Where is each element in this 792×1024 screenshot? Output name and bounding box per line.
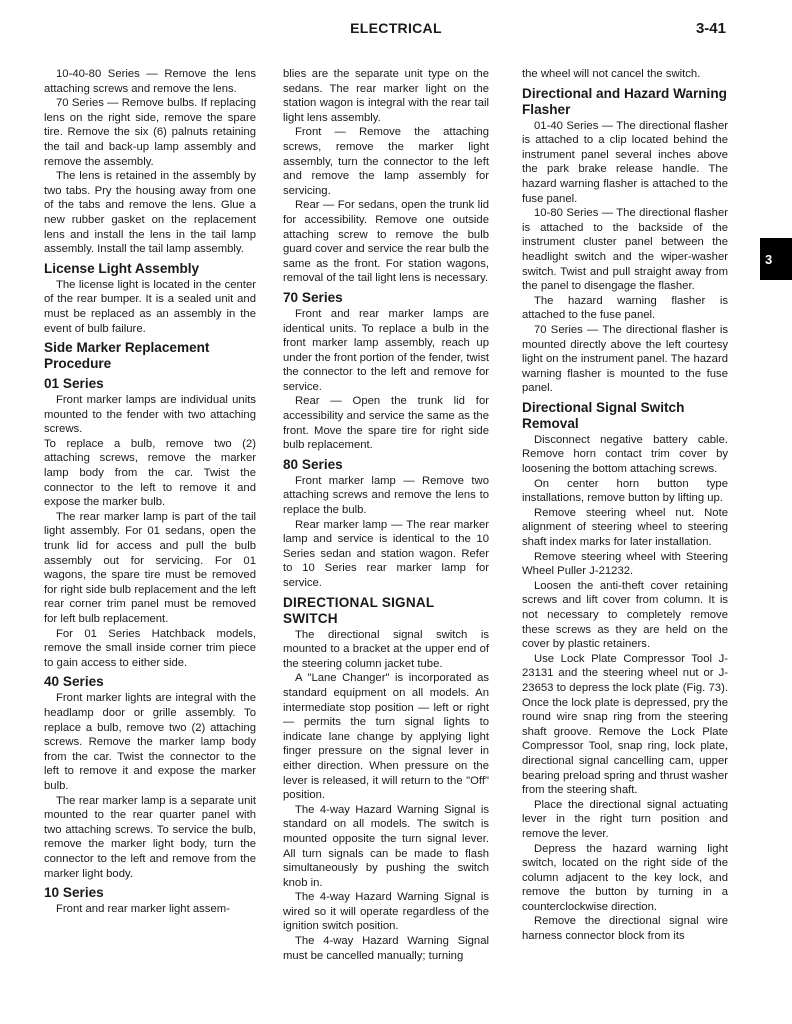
body-paragraph: The rear marker lamp is a separate unit mounted to the rear quarter panel with two attaching screws. To service the bulb, remove the marker light body, turn the connector to the left and remove from the marker light body. xyxy=(44,794,256,880)
body-paragraph: 10-40-80 Series — Remove the lens attaching screws and remove the lens. xyxy=(44,68,256,95)
body-paragraph: Rear marker lamp — The rear marker lamp and service is identical to the 10 Series sedan and station wagon. Refer to 10 Series rear marker lamp for service. xyxy=(283,518,489,589)
section-heading: Directional and Hazard Warning Flasher xyxy=(522,85,727,117)
body-paragraph: The rear marker lamp is part of the tail light assembly. For 01 sedans, open the trunk lid for access and pull the bulb assembly out for servicing. For 01 wagons, the spare tire must be removed for right side bulb replacement and the left rear corner trim panel must be removed for left bulb replacement. xyxy=(44,510,256,625)
body-paragraph: Use Lock Plate Compressor Tool J-23131 and the steering wheel nut or J-23653 to depress the lock plate (Fig. 73). Once the lock plate is depressed, pry the round wire snap ring from the steering shaft groove. Remove the Lock Plate Compressor Tool, snap ring, lock plate, directional signal cancelling cam, upper bearing preload spring and thrust washer from the steering shaft. xyxy=(522,652,728,797)
body-paragraph: Front marker lamps are individual units mounted to the fender with two attaching screws. xyxy=(44,394,256,436)
body-paragraph: Depress the hazard warning light switch, located on the right side of the column adjacent to the key lock, and remove the button by turning in a counterclockwise direction. xyxy=(522,842,728,913)
body-paragraph: To replace a bulb, remove two (2) attaching screws, remove the marker lamp body from the car. Twist the connector to the left to remove it and expose the marker bulb. xyxy=(44,437,256,509)
body-paragraph: The license light is located in the center of the rear bumper. It is a sealed unit and must be replaced as an assembly in the event of bulb failure. xyxy=(44,278,256,335)
body-paragraph: On center horn button type installations, remove button by lifting up. xyxy=(522,477,728,505)
body-paragraph: 70 Series — The directional flasher is mounted directly above the left courtesy light on the instrument panel. The hazard warning flasher is mounted to the fuse panel. xyxy=(522,323,728,395)
section-heading: 70 Series xyxy=(283,289,343,305)
section-heading: Side Marker Replacement Procedure xyxy=(44,340,210,372)
body-paragraph: Remove the directional signal wire harness connector block from its xyxy=(522,915,728,943)
body-paragraph: Rear — Open the trunk lid for accessibility and service the same as the front. Move the spare tire for right side bulb replacement. xyxy=(283,395,489,452)
body-paragraph: blies are the separate unit type on the sedans. The rear marker light on the station wagon is integral with the rear tail light lens assembly. xyxy=(283,68,489,124)
section-heading: DIRECTIONAL SIGNAL SWITCH xyxy=(283,594,435,626)
body-paragraph: Remove steering wheel with Steering Wheel Puller J-21232. xyxy=(522,550,728,578)
body-paragraph: Rear — For sedans, open the trunk lid for accessibility. Remove one outside attaching screw to remove the bulb guard cover and service the rear bulb the same as the front. For station wagons, removal of the tail light lens is necessary. xyxy=(283,199,489,285)
body-paragraph: For 01 Series Hatchback models, remove the small inside corner trim piece to gain access to either side. xyxy=(44,627,256,669)
section-heading: License Light Assembly xyxy=(44,260,200,276)
body-paragraph: Front marker lamp — Remove two attaching screws and remove the lens to replace the bulb. xyxy=(283,474,489,517)
body-paragraph: 10-80 Series — The directional flasher is attached to the backside of the instrument cluster panel between the headlight switch and the wiper-washer switch. Twist and pull straight away from the panel to disengage the flasher. xyxy=(522,207,728,293)
body-paragraph: 70 Series — Remove bulbs. If replacing lens on the right side, remove the spare tire. Remove the six (6) palnuts retaining the tail and back-up lamp assembly and remove the assembly. xyxy=(44,97,256,168)
section-heading: 01 Series xyxy=(44,376,104,392)
text-column-3 xyxy=(522,67,728,944)
body-paragraph: Front and rear marker lamps are identical units. To replace a bulb in the front marker lamp assembly, reach up under the front portion of the fender, twist the connector to the left and remove for service. xyxy=(283,307,489,393)
page-header-title: ELECTRICAL xyxy=(350,20,442,36)
body-paragraph: Front and rear marker light assem- xyxy=(56,903,230,916)
body-paragraph: the wheel will not cancel the switch. xyxy=(522,68,701,80)
page-number: 3-41 xyxy=(695,20,726,37)
body-paragraph: Loosen the anti-theft cover retaining screws and lift cover from column. It is not necessary to completely remove these screws as they are held on the cover by plastic retainers. xyxy=(522,579,728,651)
body-paragraph: 01-40 Series — The directional flasher is attached to a clip located behind the instrument panel several inches above the park brake release handle. The hazard warning flasher is attached to the fuse panel. xyxy=(522,119,728,205)
section-heading: Directional Signal Switch Removal xyxy=(522,399,685,431)
body-paragraph: The directional signal switch is mounted to a bracket at the upper end of the steering column jacket tube. xyxy=(283,628,489,670)
section-tab-marker: 3 xyxy=(760,238,792,280)
body-paragraph: The 4-way Hazard Warning Signal must be cancelled manually; turning xyxy=(283,935,489,962)
section-heading: 40 Series xyxy=(44,674,104,690)
body-paragraph: The lens is retained in the assembly by two tabs. Pry the housing away from one of the tabs and remove the lens. Glue a new rubber gasket on the replacement lens and install the lens in the tail lamp assembly. Install the tail lamp assembly. xyxy=(44,170,256,256)
body-paragraph: Front — Remove the attaching screws, remove the marker light assembly, turn the connector to the left and remove the lamp assembly for servicing. xyxy=(283,126,489,197)
body-paragraph: The 4-way Hazard Warning Signal is standard on all models. The switch is mounted opposite the turn signal lever. All turn signals can be made to flash simultaneously by pushing the switch knob in. xyxy=(283,803,489,889)
body-paragraph: Remove steering wheel nut. Note alignment of steering wheel to steering shaft index marks for later installation. xyxy=(522,506,728,549)
body-paragraph: A "Lane Changer" is incorporated as standard equipment on all models. An intermediate stop position — left or right — permits the turn signal lights to indicate lane change by applying light finger pressure on the signal lever in either direction. When pressure on the lever is released, it will return to the "Off" position. xyxy=(283,672,489,802)
body-paragraph: The 4-way Hazard Warning Signal is wired so it will operate regardless of the ignition switch position. xyxy=(283,891,489,933)
section-heading: 10 Series xyxy=(44,885,104,901)
body-paragraph: Disconnect negative battery cable. Remove horn contact trim cover by loosening the bottom attaching screws. xyxy=(522,433,728,476)
body-paragraph: Front marker lights are integral with the headlamp door or grille assembly. To replace a bulb, remove two (2) attaching screws. Remove the marker lamp body from the car. Twist the connector to the left to remove it and expose the marker bulb. xyxy=(44,692,256,792)
section-heading: 80 Series xyxy=(283,456,343,472)
body-paragraph: The hazard warning flasher is attached to the fuse panel. xyxy=(522,294,728,322)
text-column-2 xyxy=(283,67,489,963)
body-paragraph: Place the directional signal actuating lever in the right turn position and remove the lever. xyxy=(522,798,728,840)
text-column-1 xyxy=(44,67,256,917)
